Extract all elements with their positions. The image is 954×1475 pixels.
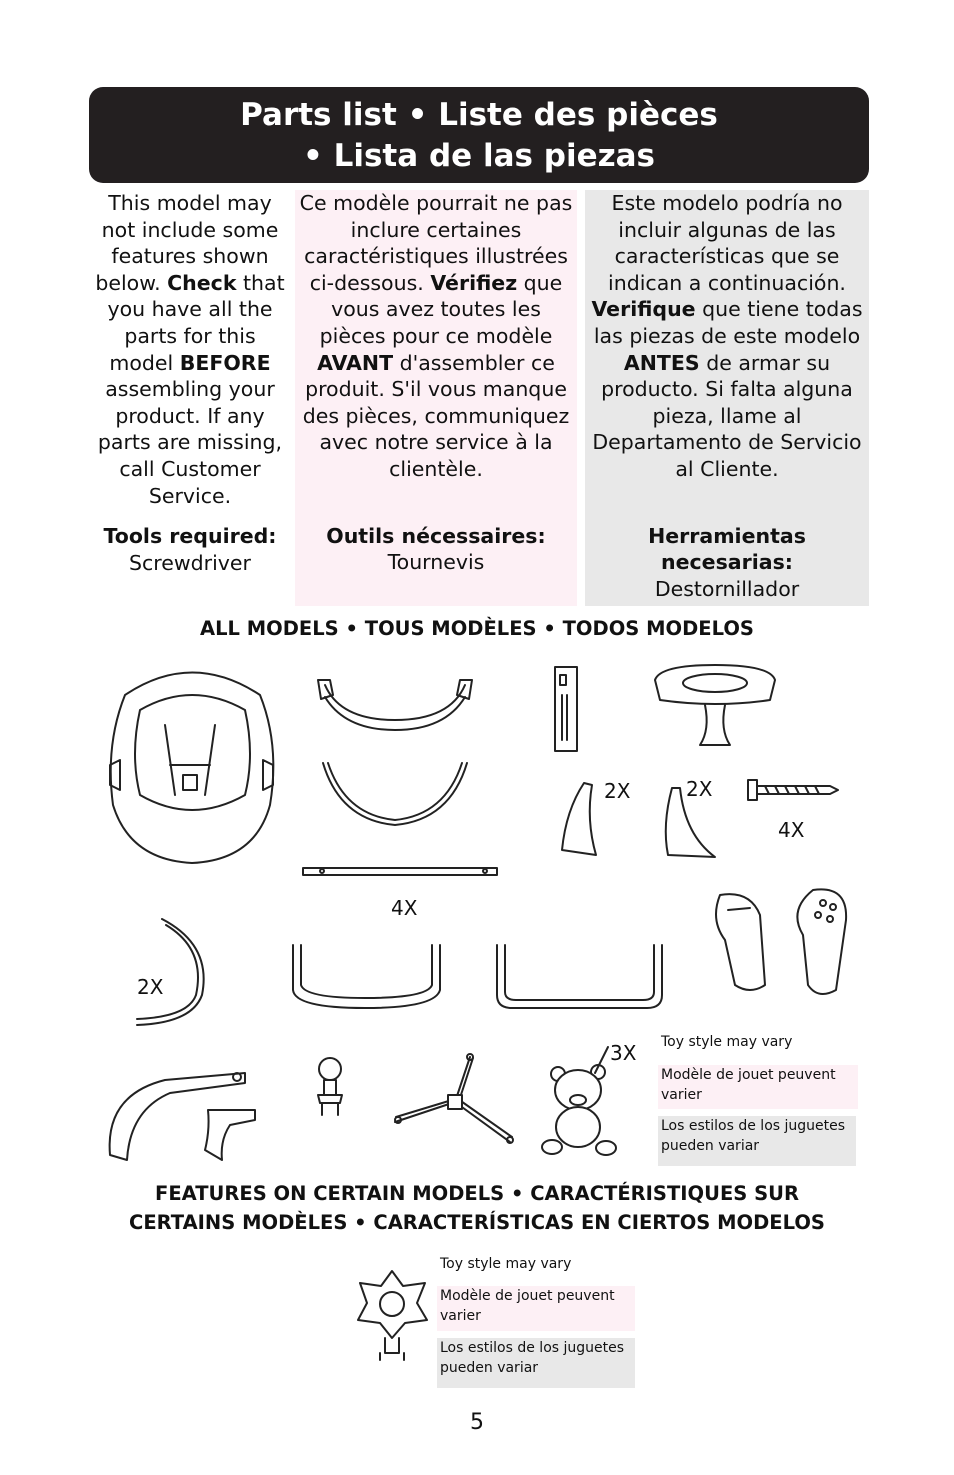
leg-right-quantity: 2X — [686, 777, 713, 801]
intro-english — [92, 190, 288, 576]
toys-quantity: 3X — [610, 1041, 637, 1065]
intro-es-text: Este modelo podría no incluir algunas de las características que se indican a continuación. Verifique que tiene todas las piezas de este modelo ANTES de armar su producto. Si falta alguna pieza, llame al Departamento de Servicio al Cliente. — [591, 191, 863, 481]
u-tube-round-illustration — [285, 940, 450, 1015]
tools-value-fr: Tournevis — [387, 550, 485, 575]
tools-label-en: Tools required: — [103, 524, 277, 549]
intro-en-text: This model may not include some features shown below. Check that you have all the parts for this model BEFORE assembling your product. If any parts are missing, call Customer Service. — [95, 191, 285, 508]
tools-label-fr: Outils nécessaires: — [326, 523, 546, 548]
screw-quantity: 4X — [778, 818, 805, 842]
u-tube-square-illustration — [492, 940, 667, 1015]
certain-models-heading-line-2: CERTAINS MODÈLES • CARACTERÍSTICAS EN CIERTOS MODELOS — [129, 1211, 825, 1234]
toy-note-french: Modèle de jouet peuvent varier — [658, 1065, 858, 1109]
base-star-illustration — [390, 1052, 520, 1152]
teddy-bear-illustration — [540, 1062, 620, 1162]
tools-label-es: Herramientas necesarias: — [648, 523, 806, 575]
intro-spanish — [585, 190, 869, 606]
all-models-heading: ALL MODELS • TOUS MODÈLES • TODOS MODELOS — [200, 617, 754, 640]
toy-note-english: Toy style may vary — [661, 1034, 793, 1050]
toy-note-2-spanish: Los estilos de los juguetes pueden variar — [437, 1338, 635, 1388]
curved-rod-illustration — [132, 915, 217, 1030]
rod-quantity: 2X — [137, 975, 164, 999]
toys-pointer-line — [592, 1045, 612, 1075]
star-toy-illustration — [355, 1268, 430, 1363]
page-title — [89, 87, 869, 183]
tools-value-en: Screwdriver — [129, 550, 251, 575]
title-line-1: Parts list • Liste des pièces — [240, 97, 718, 133]
tray-illustration — [650, 660, 780, 750]
toy-note-2-english: Toy style may vary — [440, 1256, 572, 1272]
intro-french — [295, 190, 577, 606]
intro-fr-text: Ce modèle pourrait ne pas inclure certaines caractéristiques illustrées ci-dessous. Vérifiez que vous avez toutes les pièces pour ce modèle AVANT d'assembler ce produit. S'il vous manque des pièces, communiquez avec notre service à la clientèle. — [299, 191, 573, 481]
knob-illustration — [310, 1055, 350, 1120]
tubes-quantity: 4X — [391, 896, 418, 920]
certain-models-heading-line-1: FEATURES ON CERTAIN MODELS • CARACTÉRISTIQUES SUR — [155, 1182, 799, 1205]
leg-left-quantity: 2X — [604, 779, 631, 803]
screw-illustration — [745, 776, 840, 804]
motor-housing-illustration — [710, 890, 775, 995]
toy-note-2-french: Modèle de jouet peuvent varier — [437, 1286, 635, 1331]
seat-illustration — [105, 665, 280, 865]
leg-illustration-left — [556, 780, 601, 860]
handle-bar-illustration — [315, 675, 475, 735]
bracket-illustration — [200, 1100, 260, 1165]
tools-value-es: Destornillador — [654, 576, 800, 601]
wire-bar-illustration — [320, 760, 470, 830]
toy-note-spanish: Los estilos de los juguetes pueden variar — [658, 1116, 856, 1166]
long-rod-illustration — [300, 864, 500, 880]
page-number: 5 — [470, 1410, 484, 1435]
remote-housing-illustration — [788, 885, 853, 1000]
title-line-2: • Lista de las piezas — [302, 138, 656, 174]
label-card-illustration — [553, 665, 579, 753]
